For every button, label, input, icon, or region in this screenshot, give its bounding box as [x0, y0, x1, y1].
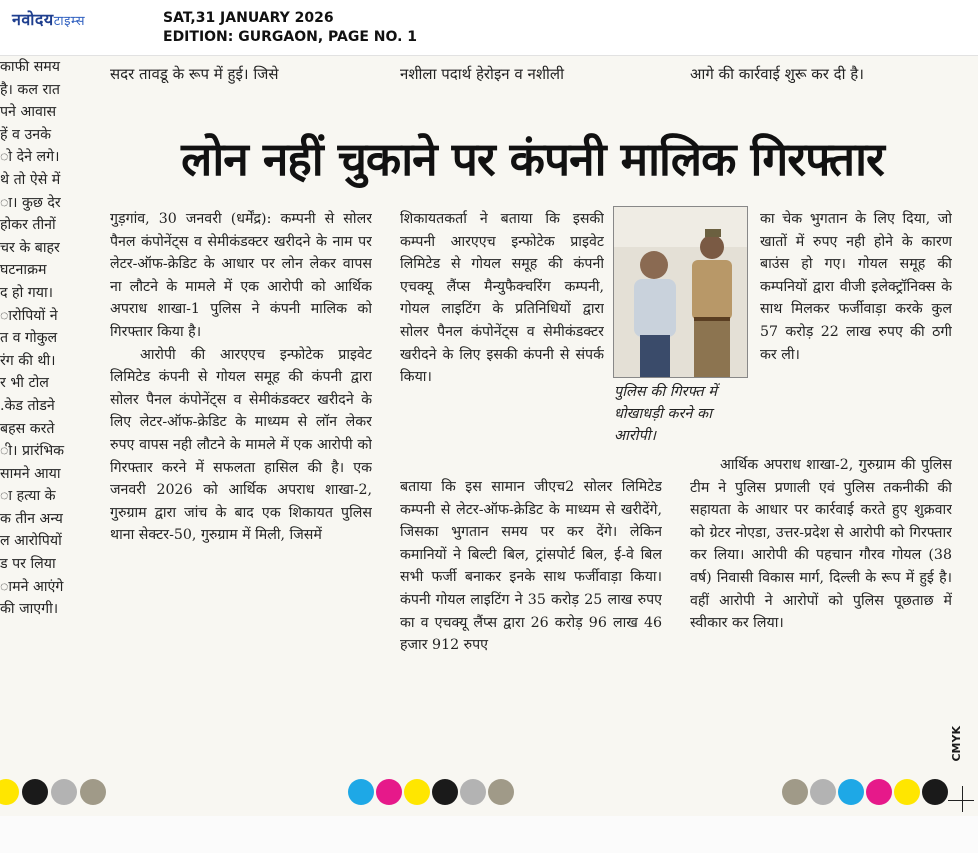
registration-dot [894, 779, 920, 805]
crop-mark-horizontal [948, 800, 974, 801]
registration-dot [866, 779, 892, 805]
article-column-3-bottom [690, 454, 952, 748]
registration-dot [460, 779, 486, 805]
left-edge-line: सामने आया [0, 465, 61, 482]
article-column-2-top [400, 208, 604, 458]
accused-photo [613, 206, 748, 378]
prev-story-col2-tail: नशीला पदार्थ हेरोइन व नशीली [400, 65, 564, 83]
left-edge-story [0, 56, 92, 746]
color-registration-strip [0, 774, 978, 810]
photo-caption: पुलिस की गिरफ्त में धोखाधड़ी करने का आरोपी। [614, 384, 717, 444]
left-edge-line: बहस करते [0, 420, 55, 437]
col2-paragraph-2: बताया कि इस सामान जीएच2 सोलर लिमिटेड कम्पनी से लेटर-ऑफ-क्रेडिट के माध्यम से खरीदेंगे, जिसका भुगतान समय पर कर देंगे। लेकिन कमानियों ने बिल्टी बिल, ट्रांसपोर्ट बिल, ई-वे बिल सभी फर्जी बनाकर इनके साथ फर्जीवाड़ा किया। कंपनी गोयल लाइटिंग ने 35 करोड़ 25 लाख रुपए का व एचक्यू लैंप्स द्वारा 26 करोड़ 96 लाख 46 हजार 912 रुपए [400, 479, 662, 654]
registration-dot [80, 779, 106, 805]
col1-paragraph-2: आरोपी की आरएएच इन्फोटेक प्राइवेट लिमिटेड कंपनी से गोयल समूह की कंपनी द्वारा सोलर पैनल कंपोनेंट्स व सेमीकंडक्टर खरीदने के लिए लेटर-ऑफ-क्रेडिट के माध्यम से लॉन लेकर रुपए वापस नही लौटने के मामले में एक आरोपी को गिरफ्तार करने में सफलता हासिल की है। एक जनवरी 2026 को आर्थिक अपराध शाखा-2, गुरुग्राम द्वारा जांच के बाद एक शिकायत पुलिस थाना सेक्टर-50, गुरुग्राम में मिली, जिसमें [110, 346, 372, 544]
cmyk-registration-label: CMYK [950, 726, 963, 762]
registration-dot [376, 779, 402, 805]
prev-story-col3-tail: आगे की कार्रवाई शुरू कर दी है। [690, 65, 864, 83]
prev-story-col1-tail: सदर तावडू के रूप में हुई। जिसे [110, 65, 279, 83]
left-edge-line: घटनाक्रम [0, 262, 47, 279]
edition-page: EDITION: GURGAON, PAGE NO. 1 [163, 29, 418, 45]
registration-dot [488, 779, 514, 805]
registration-dot [348, 779, 374, 805]
article-column-2-bottom [400, 476, 662, 748]
logo-sub-text: टाइम्स [53, 14, 86, 29]
left-edge-line: त व गोकुल [0, 330, 58, 347]
edition-info [163, 9, 417, 47]
left-edge-line: पने आवास [0, 104, 57, 121]
left-edge-line: ारोपियों ने [0, 307, 58, 324]
left-edge-line: ो देने लगे। [0, 149, 60, 166]
article-column-3-top [760, 208, 952, 388]
registration-dot [51, 779, 77, 805]
registration-dot [838, 779, 864, 805]
col3-paragraph-1: का चेक भुगतान के लिए दिया, जो खातों में रुपए नही होने के कारण बाउंस हो गए। गोयल समूह की कम्पनियों द्वारा वीजी इलेक्ट्रॉनिक्स के साथ मिलकर फर्जीवाड़ा करके कुल 57 करोड़ 22 लाख रुपए की ठगी कर ली। [760, 211, 952, 363]
col1-paragraph-1: गुड़गांव, 30 जनवरी (धर्मेंद्र): कम्पनी से सोलर पैनल कंपोनेंट्स व सेमीकंडक्टर खरीदने के नाम पर लेटर-ऑफ-क्रेडिट के आधार पर लोन लेकर वापस ना लौटने के मामले में एक आरोपी को आर्थिक अपराध शाखा-1 पुलिस ने कंपनी मालिक को गिरफ्तार किया है। [110, 211, 372, 340]
col2-paragraph-1: शिकायतकर्ता ने बताया कि इसकी कम्पनी आरएएच इन्फोटेक प्राइवेट लिमिटेड से गोयल समूह की कंपनी एचक्यू लैंप्स मैन्युफैक्चरिंग कम्पनी, गोयल लाइटिंग के प्रतिनिधियों द्वारा सोलर पैनल कंपोनेंट्स व सेमीकंडक्टर खरीदने के लिए इसकी कंपनी से संपर्क किया। [400, 211, 604, 386]
newspaper-page [0, 56, 978, 853]
masthead-bar [0, 0, 978, 56]
left-edge-line: रंग की थी। [0, 352, 56, 369]
crop-mark-vertical [962, 786, 963, 812]
left-edge-line: द हो गया। [0, 284, 54, 301]
registration-dot [810, 779, 836, 805]
left-edge-line: हें व उनके [0, 126, 51, 143]
logo-main-text: नवोदय [12, 10, 54, 29]
left-edge-line: क तीन अन्य [0, 510, 63, 527]
registration-dot [0, 779, 19, 805]
left-edge-line: ा। कुछ देर [0, 194, 61, 211]
left-edge-line: ामने आएंगे [0, 578, 64, 595]
article-headline: लोन नहीं चुकाने पर कंपनी मालिक गिरफ्तार [181, 132, 884, 186]
article-column-1 [110, 208, 372, 748]
left-edge-line: .केड तोडने [0, 397, 55, 414]
newspaper-logo[interactable] [12, 8, 85, 30]
edition-date: SAT,31 JANUARY 2026 [163, 10, 334, 26]
left-edge-line: ा हत्या के [0, 488, 56, 505]
page-bottom-margin [0, 816, 978, 853]
left-edge-line: र भी टोल [0, 375, 49, 392]
left-edge-line: है। कल रात [0, 81, 61, 98]
registration-dot [404, 779, 430, 805]
left-edge-line: थे तो ऐसे में [0, 171, 61, 188]
left-edge-line: चर के बाहर [0, 239, 60, 256]
registration-dot [922, 779, 948, 805]
col3-paragraph-2: आर्थिक अपराध शाखा-2, गुरुग्राम की पुलिस टीम ने पुलिस प्रणाली एवं पुलिस तकनीकी की सहायता के आधार पर कार्रवाई करते हुए शुक्रवार को ग्रेटर नोएडा, उत्तर-प्रदेश से आरोपी को गिरफ्तार कर लिया। आरोपी की पहचान गौरव गोयल (38 वर्ष) निवासी विकास मार्ग, दिल्ली के रूप में हुई है। वहीं आरोपी ने आरोपों को पुलिस पूछताछ में स्वीकार कर लिया। [690, 457, 952, 632]
left-edge-line: होकर तीनों [0, 217, 56, 234]
left-edge-line: काफी समय [0, 59, 60, 75]
left-edge-line: ड पर लिया [0, 556, 56, 573]
left-edge-line: ल आरोपियों [0, 533, 62, 550]
registration-dot [22, 779, 48, 805]
left-edge-line: की जाएगी। [0, 601, 59, 618]
accused-photo-image [614, 207, 747, 377]
registration-dot [782, 779, 808, 805]
left-edge-line: ी। प्रारंभिक [0, 443, 65, 460]
registration-dot [432, 779, 458, 805]
